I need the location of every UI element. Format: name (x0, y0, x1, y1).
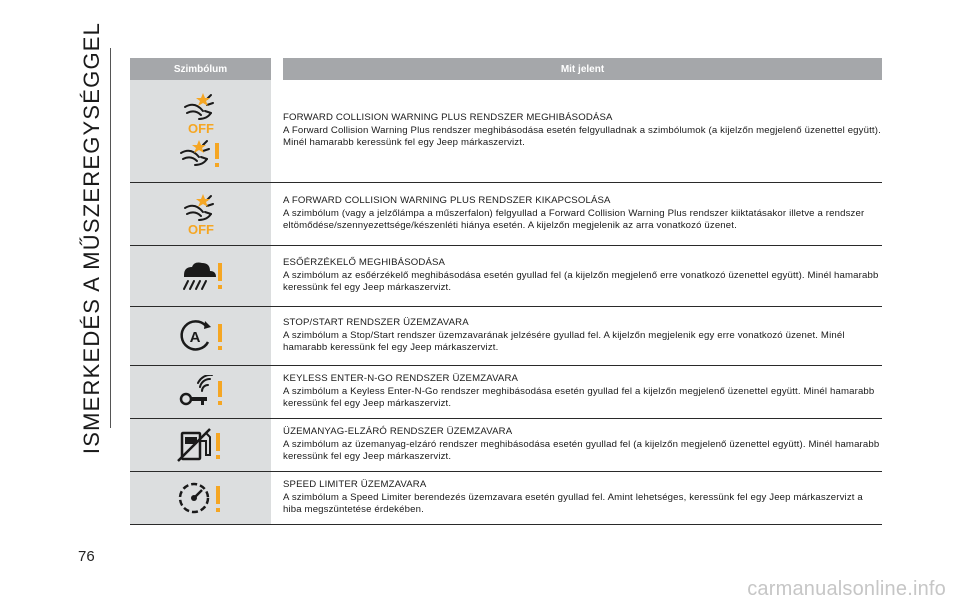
row-title: STOP/START RENDSZER ÜZEMZAVARA (283, 317, 469, 329)
table-header (130, 58, 882, 80)
table-row (130, 80, 882, 183)
forward-collision-off-icon (177, 91, 225, 135)
meaning-cell (283, 80, 882, 182)
svg-text:OFF: OFF (187, 222, 214, 236)
meaning-cell (283, 366, 882, 418)
forward-collision-off-icon (177, 192, 225, 236)
svg-text:OFF: OFF (187, 121, 214, 135)
row-title: ÜZEMANYAG-ELZÁRÓ RENDSZER ÜZEMZAVARA (283, 426, 513, 438)
row-title: SPEED LIMITER ÜZEMZAVARA (283, 479, 427, 491)
meaning-cell (283, 472, 882, 524)
symbol-cell (130, 307, 271, 365)
meaning-cell (283, 246, 882, 306)
row-title: FORWARD COLLISION WARNING PLUS RENDSZER MEGHIBÁSODÁSA (283, 112, 613, 124)
fuel-cutoff-warning-icon (176, 427, 226, 463)
header-symbol: Szimbólum (130, 58, 271, 80)
section-side-title (70, 21, 114, 455)
symbol-cell (130, 80, 271, 182)
rain-sensor-warning-icon (176, 259, 226, 293)
symbol-table (130, 58, 882, 525)
meaning-cell (283, 307, 882, 365)
table-row (130, 366, 882, 419)
symbol-cell (130, 183, 271, 245)
side-divider (110, 48, 111, 428)
svg-text:A: A (189, 329, 200, 346)
meaning-cell (283, 419, 882, 471)
row-description: A szimbólum a Speed Limiter berendezés üzemzavara esetén gyullad fel. Amint lehetséges, keressünk fel egy Jeep márkaszervizt a hiba megszüntetése érdekében. (283, 491, 863, 516)
header-meaning: Mit jelent (283, 58, 882, 80)
row-title: ESŐÉRZÉKELŐ MEGHIBÁSODÁSA (283, 257, 446, 269)
row-description: A szimbólum az esőérzékelő meghibásodása esetén gyullad fel (a kijelzőn megjelenő erre vonatkozó üzenettel együtt). Minél hamarabb keressünk fel egy Jeep márkaszervizt. (283, 269, 879, 294)
row-title: A FORWARD COLLISION WARNING PLUS RENDSZER KIKAPCSOLÁSA (283, 195, 611, 207)
speed-limiter-warning-icon (176, 480, 226, 516)
meaning-cell (283, 183, 882, 245)
table-row (130, 246, 882, 307)
row-description: A szimbólum a Stop/Start rendszer üzemzavarának jelzésére gyullad fel. A kijelzőn megjelenik egy erre vonatkozó üzenet. Minél hamarabb keressünk fel egy Jeep márkaszervizt. (283, 329, 845, 354)
symbol-cell (130, 472, 271, 524)
watermark: carmanualsonline.info (747, 578, 946, 600)
row-title: KEYLESS ENTER-N-GO RENDSZER ÜZEMZAVARA (283, 373, 519, 385)
table-row (130, 472, 882, 525)
table-row (130, 307, 882, 366)
row-description: A szimbólum az üzemanyag-elzáró rendszer meghibásodása esetén gyullad fel (a kijelzőn megjelenő üzenettel együtt). Minél hamarabb keressünk fel egy Jeep márkaszervizt. (283, 438, 880, 463)
row-description: A szimbólum (vagy a jelzőlámpa a műszerfalon) felgyullad a Forward Collision Warning Plus rendszer kiiktatásakor illetve a rendszer eltömődése/szennyezettsége/készenléti hiánya esetén. A kijelzőn megjelenik az arra vonatkozó üzenet. (283, 207, 865, 232)
keyless-enter-go-warning-icon (176, 375, 226, 409)
table-row (130, 419, 882, 472)
symbol-cell (130, 366, 271, 418)
row-description: A Forward Collision Warning Plus rendszer meghibásodása esetén felgyulladnak a szimbólumok (a kijelzőn megjelenő üzenettel együtt). Minél hamarabb keressünk fel egy Jeep márkaszervizt. (283, 124, 881, 149)
stop-start-warning-icon (176, 318, 226, 354)
row-description: A szimbólum a Keyless Enter-N-Go rendszer meghibásodása esetén gyullad fel a kijelzőn megjelenő üzenettel együtt. Minél hamarabb keressünk fel egy Jeep márkaszervizt. (283, 385, 875, 410)
page-number: 76 (78, 548, 95, 565)
symbol-cell (130, 246, 271, 306)
forward-collision-warning-icon (177, 139, 225, 171)
section-title-text: ISMERKEDÉS A MŰSZEREGYSÉGGEL (79, 21, 105, 455)
table-row (130, 183, 882, 246)
symbol-cell (130, 419, 271, 471)
